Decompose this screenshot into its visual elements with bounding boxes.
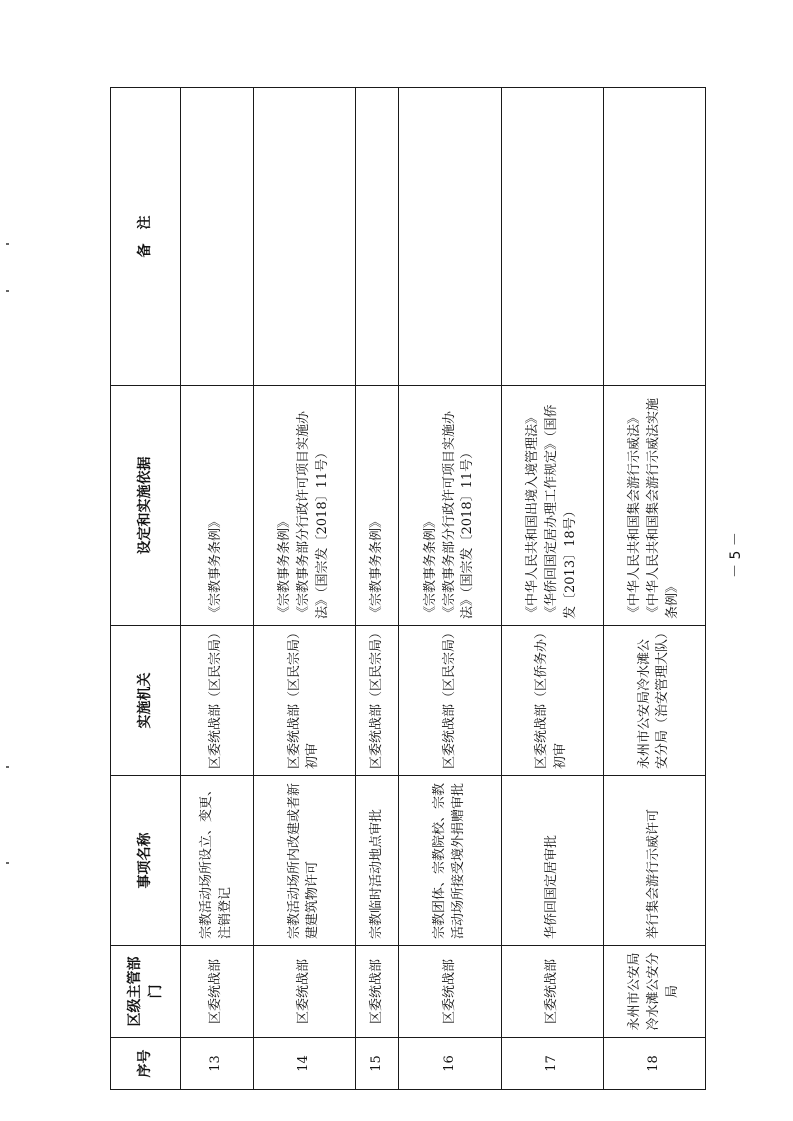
table-row	[253, 88, 355, 1090]
scan-mark	[6, 243, 9, 245]
cell-remark	[355, 88, 398, 386]
cell-item: 宗教活动场所内改建或者新建建筑物许可	[253, 776, 355, 946]
cell-item: 宗教团体、宗教院校、宗教活动场所接受境外捐赠审批	[399, 776, 501, 946]
basis-line: 《宗教事务条例》	[208, 514, 224, 619]
basis-line: 《宗教事务条例》	[368, 514, 384, 619]
table-header-row	[111, 88, 181, 1090]
cell-basis	[181, 386, 254, 626]
cell-basis	[501, 386, 603, 626]
header-basis: 设定和实施依据	[111, 386, 181, 626]
cell-remark	[253, 88, 355, 386]
cell-basis	[603, 386, 705, 626]
cell-dept: 永州市公安局冷水滩公安分局	[603, 946, 705, 1038]
scan-mark	[6, 862, 9, 864]
cell-seq: 17	[501, 1038, 603, 1090]
cell-agency: 区委统战部（区民宗局）	[181, 626, 254, 776]
basis-line: 《中华人民共和国集会游行示威法实施条例》	[645, 397, 680, 619]
cell-basis	[355, 386, 398, 626]
header-dept: 区级主管部门	[111, 946, 181, 1038]
table-row	[501, 88, 603, 1090]
scan-mark	[6, 766, 9, 768]
header-item: 事项名称	[111, 776, 181, 946]
basis-line: 《宗教事务部分行政许可项目实施办法》（国宗发〔2018〕11号）	[295, 410, 330, 619]
basis-line: 《中华人民共和国出境入境管理法》	[524, 410, 540, 619]
table-row	[181, 88, 254, 1090]
rotated-table	[110, 88, 706, 1090]
table-row	[399, 88, 501, 1090]
header-remark: 备 注	[111, 88, 181, 386]
cell-agency: 区委统战部（区侨务办）初审	[501, 626, 603, 776]
cell-seq: 14	[253, 1038, 355, 1090]
cell-basis	[399, 386, 501, 626]
page-number: － 5 －	[727, 532, 744, 578]
basis-line: 《华侨回国定居办理工作规定》（国侨发〔2013〕18号）	[543, 404, 578, 619]
cell-dept: 区委统战部	[501, 946, 603, 1038]
cell-item: 宗教临时活动地点审批	[355, 776, 398, 946]
cell-item: 举行集会游行示威许可	[603, 776, 705, 946]
cell-item: 宗教活动场所设立、变更、注销登记	[181, 776, 254, 946]
cell-seq: 16	[399, 1038, 501, 1090]
basis-line: 《宗教事务条例》	[422, 514, 438, 619]
cell-dept: 区委统战部	[181, 946, 254, 1038]
table-row	[355, 88, 398, 1090]
cell-dept: 区委统战部	[355, 946, 398, 1038]
cell-remark	[501, 88, 603, 386]
cell-dept: 区委统战部	[253, 946, 355, 1038]
cell-dept: 区委统战部	[399, 946, 501, 1038]
cell-basis	[253, 386, 355, 626]
cell-agency: 永州市公安局冷水滩公安分局（治安管理大队）	[603, 626, 705, 776]
cell-remark	[603, 88, 705, 386]
cell-remark	[399, 88, 501, 386]
cell-item: 华侨回国定居审批	[501, 776, 603, 946]
basis-line: 《宗教事务条例》	[277, 514, 293, 619]
cell-seq: 15	[355, 1038, 398, 1090]
cell-agency: 区委统战部（区民宗局）	[399, 626, 501, 776]
cell-remark	[181, 88, 254, 386]
cell-seq: 18	[603, 1038, 705, 1090]
cell-agency: 区委统战部（区民宗局）初审	[253, 626, 355, 776]
table-row	[603, 88, 705, 1090]
header-seq: 序号	[111, 1038, 181, 1090]
basis-line: 《宗教事务部分行政许可项目实施办法》（国宗发〔2018〕11号）	[441, 410, 476, 619]
scan-mark	[6, 290, 9, 292]
header-agency: 实施机关	[111, 626, 181, 776]
cell-seq: 13	[181, 1038, 254, 1090]
basis-line: 《中华人民共和国集会游行示威法》	[627, 410, 643, 619]
approval-items-table	[110, 87, 706, 1090]
cell-agency: 区委统战部（区民宗局）	[355, 626, 398, 776]
